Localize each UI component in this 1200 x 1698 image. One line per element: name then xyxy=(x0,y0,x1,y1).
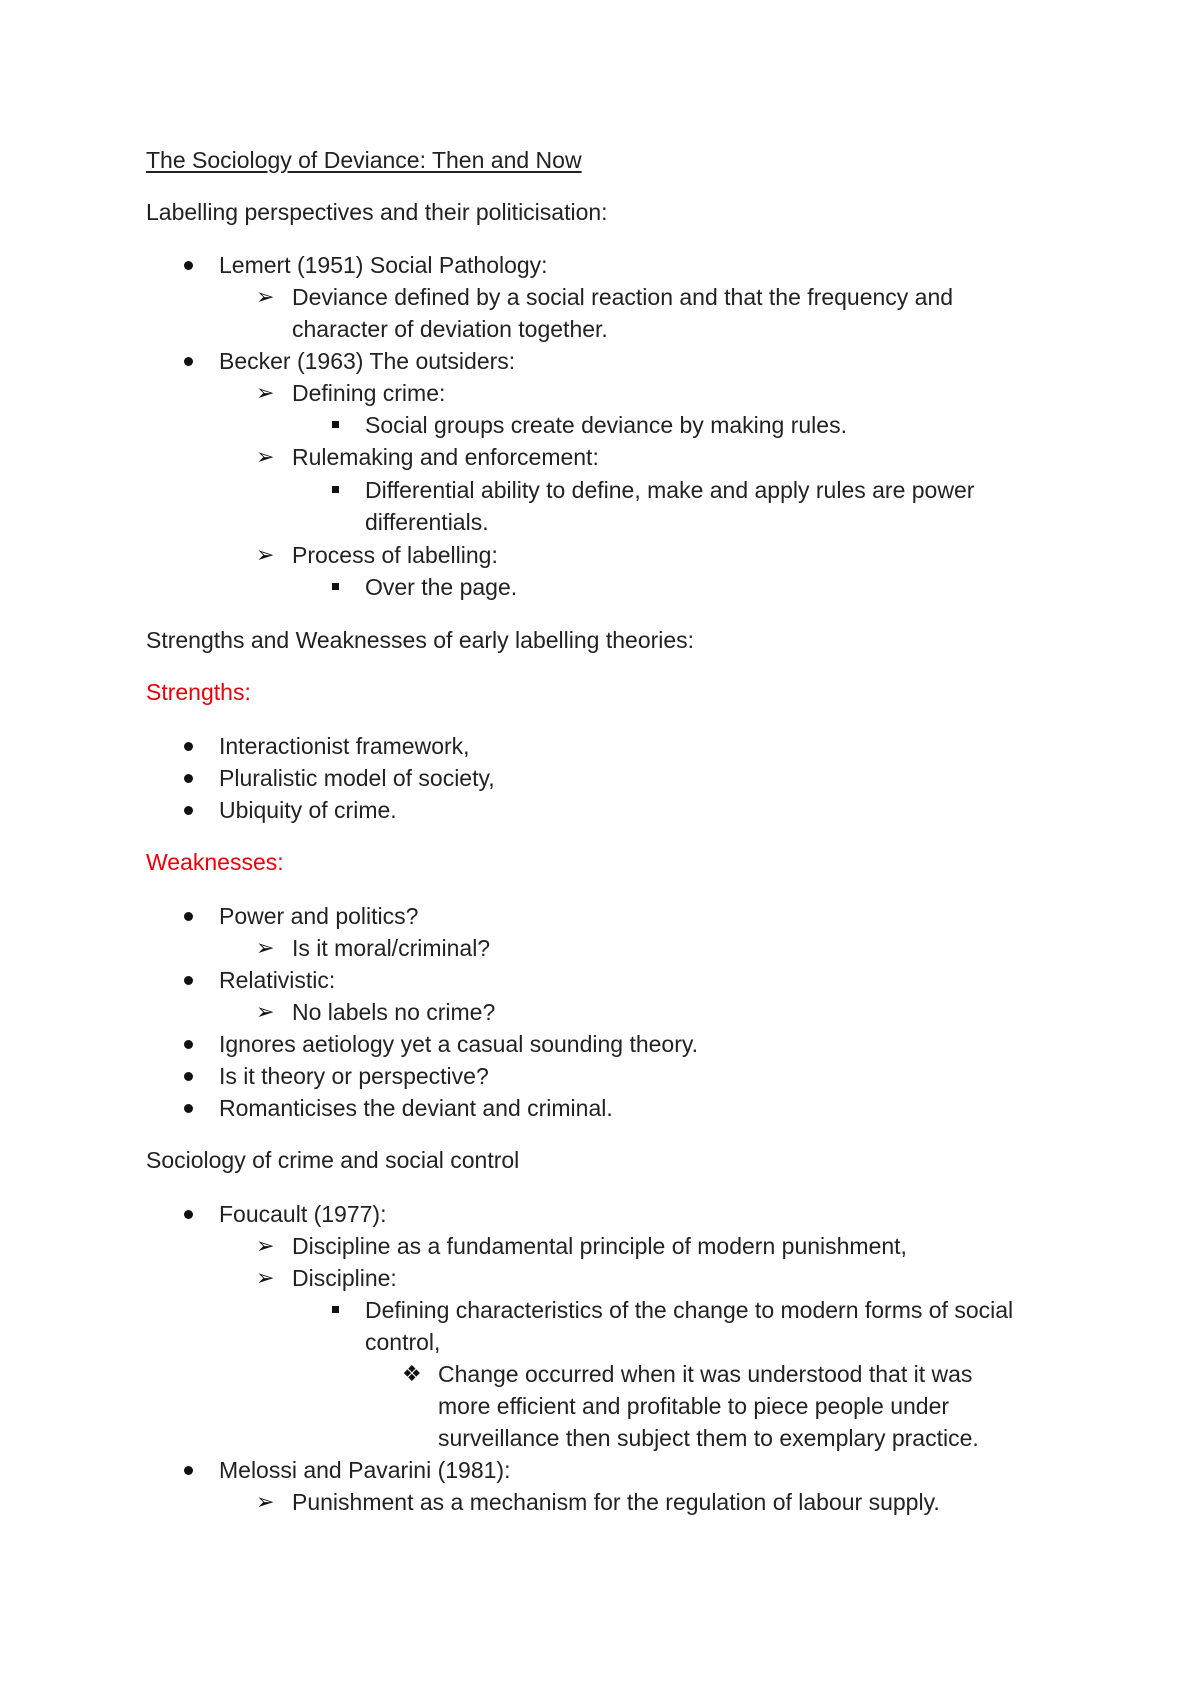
arrow-bullet-icon: ➢ xyxy=(256,542,275,567)
list-item-becker-rulemaking-detail-cont: differentials. xyxy=(365,509,489,535)
square-bullet-icon xyxy=(332,486,339,493)
arrow-bullet-icon: ➢ xyxy=(256,935,275,960)
list-item-weakness-power-sub: Is it moral/criminal? xyxy=(292,935,491,961)
list-item-foucault-deep-cont: more efficient and profitable to piece people under xyxy=(438,1393,950,1419)
bullet-dot-icon xyxy=(184,742,193,751)
bullet-dot-icon xyxy=(184,1104,193,1113)
arrow-bullet-icon: ➢ xyxy=(256,380,275,405)
list-item-becker-process-detail: Over the page. xyxy=(365,574,518,600)
list-item-weakness-aetiology: Ignores aetiology yet a casual sounding theory. xyxy=(219,1031,699,1057)
bullet-dot-icon xyxy=(184,912,193,921)
section-heading-strengths-weaknesses: Strengths and Weaknesses of early labelling theories: xyxy=(146,627,695,653)
list-item-strength: Interactionist framework, xyxy=(219,733,470,759)
list-item-melossi-detail: Punishment as a mechanism for the regulation of labour supply. xyxy=(292,1489,940,1515)
list-item-strength: Ubiquity of crime. xyxy=(219,797,397,823)
list-item-weakness-relativistic: Relativistic: xyxy=(219,967,336,993)
arrow-bullet-icon: ➢ xyxy=(256,1233,275,1258)
list-item-foucault-detail: Defining characteristics of the change to modern forms of social xyxy=(365,1297,1014,1323)
bullet-dot-icon xyxy=(184,261,193,270)
list-item-weakness-relativistic-sub: No labels no crime? xyxy=(292,999,496,1025)
bullet-dot-icon xyxy=(184,1466,193,1475)
four-diamond-bullet-icon: ❖ xyxy=(402,1361,422,1386)
list-item-strength: Pluralistic model of society, xyxy=(219,765,495,791)
bullet-dot-icon xyxy=(184,1040,193,1049)
square-bullet-icon xyxy=(332,1306,339,1313)
bullet-dot-icon xyxy=(184,774,193,783)
section-heading-social-control: Sociology of crime and social control xyxy=(146,1147,520,1173)
list-item-weakness-theory: Is it theory or perspective? xyxy=(219,1063,489,1089)
arrow-bullet-icon: ➢ xyxy=(256,999,275,1024)
weaknesses-heading: Weaknesses: xyxy=(146,849,284,875)
list-item-foucault-deep: Change occurred when it was understood that it was xyxy=(438,1361,973,1387)
list-item-becker: Becker (1963) The outsiders: xyxy=(219,348,516,374)
square-bullet-icon xyxy=(332,583,339,590)
strengths-heading: Strengths: xyxy=(146,679,251,705)
list-item-foucault-deep-cont: surveillance then subject them to exemplary practice. xyxy=(438,1425,979,1451)
list-item-becker-process: Process of labelling: xyxy=(292,542,498,568)
arrow-bullet-icon: ➢ xyxy=(256,284,275,309)
list-item-weakness-power: Power and politics? xyxy=(219,903,419,929)
list-item-lemert: Lemert (1951) Social Pathology: xyxy=(219,252,548,278)
bullet-dot-icon xyxy=(184,806,193,815)
list-item-melossi: Melossi and Pavarini (1981): xyxy=(219,1457,511,1483)
section-heading-labelling: Labelling perspectives and their politicisation: xyxy=(146,199,608,225)
list-item-foucault-discipline-principle: Discipline as a fundamental principle of modern punishment, xyxy=(292,1233,907,1259)
arrow-bullet-icon: ➢ xyxy=(256,444,275,469)
list-item-becker-defining: Defining crime: xyxy=(292,380,446,406)
list-item-lemert-detail: Deviance defined by a social reaction and that the frequency and xyxy=(292,284,954,310)
list-item-becker-rulemaking: Rulemaking and enforcement: xyxy=(292,444,599,470)
list-item-lemert-detail-cont: character of deviation together. xyxy=(292,316,608,342)
list-item-weakness-romanticises: Romanticises the deviant and criminal. xyxy=(219,1095,613,1121)
list-item-becker-defining-detail: Social groups create deviance by making rules. xyxy=(365,412,847,438)
list-item-foucault: Foucault (1977): xyxy=(219,1201,387,1227)
arrow-bullet-icon: ➢ xyxy=(256,1265,275,1290)
list-item-foucault-detail-cont: control, xyxy=(365,1329,441,1355)
list-item-foucault-discipline: Discipline: xyxy=(292,1265,397,1291)
list-item-becker-rulemaking-detail: Differential ability to define, make and apply rules are power xyxy=(365,477,975,503)
document-title: The Sociology of Deviance: Then and Now xyxy=(146,147,582,173)
bullet-dot-icon xyxy=(184,1210,193,1219)
bullet-dot-icon xyxy=(184,1072,193,1081)
arrow-bullet-icon: ➢ xyxy=(256,1489,275,1514)
bullet-dot-icon xyxy=(184,976,193,985)
bullet-dot-icon xyxy=(184,357,193,366)
square-bullet-icon xyxy=(332,421,339,428)
